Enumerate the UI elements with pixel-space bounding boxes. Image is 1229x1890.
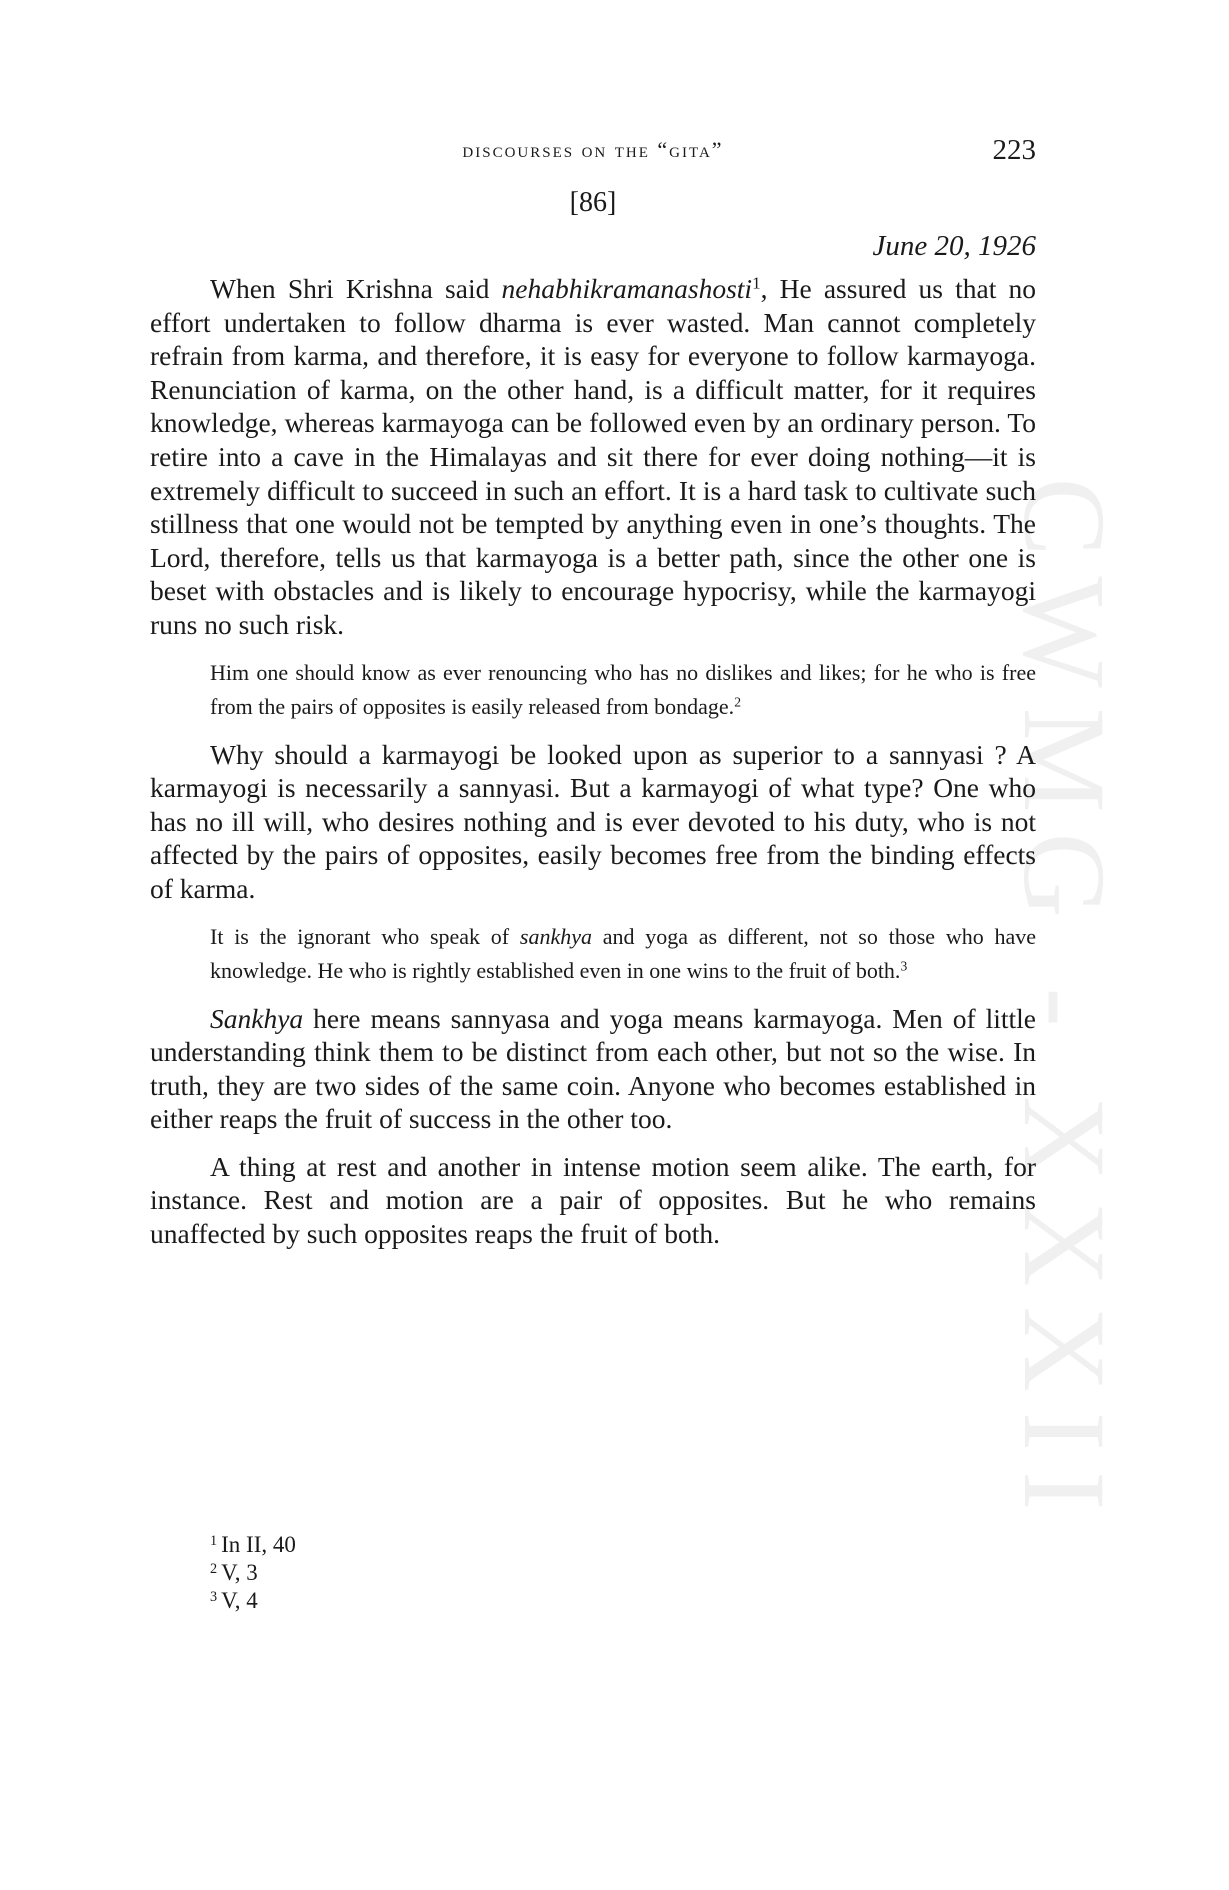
running-head [150,132,1036,168]
running-title: discourses on the “gita” [462,137,724,162]
footnotes [210,1531,296,1615]
paragraph: When Shri Krishna said nehabhikramanashosti$^1$, He assured us that no effort undertaken to follow dharma is ever wasted. Man cannot completely refrain from karma, and therefore, it is easy for everyone to follow karmayoga. Renunciation of karma, on the other hand, is a difficult matter, for it requires knowledge, whereas karmayoga can be followed even by an ordinary person. To retire into a cave in the Himalayas and sit there for ever doing nothing—it is extremely difficult to succeed in such an effort. It is a hard task to cultivate such stillness that one would not be tempted by anything even in one’s thoughts. The Lord, therefore, tells us that karmayoga is a better path, since the other one is beset with obstacles and is likely to encourage hypocrisy, while the karmayogi runs no such risk. [150,273,1036,640]
gita-quote: Him one should know as ever renouncing who has no dislikes and likes; for he who is free from the pairs of opposites is easily released from bondage.$^2$ [210,659,1036,719]
gita-quote: It is the ignorant who speak of sankhya and yoga as different, not so those who have knowledge. He who is rightly established even in one wins to the fruit of both.$^3$ [210,923,1036,983]
paragraph: Sankhya here means sannyasa and yoga means karmayoga. Men of little understanding think them to be distinct from each other, but not so the wise. In truth, they are two sides of the same coin. Anyone who becomes established in either reaps the fruit of success in the other too. [150,1002,1036,1135]
sanskrit-term: sankhya [519,923,592,949]
watermark: CWMG - XXXII [999,477,1130,1531]
paragraph: A thing at rest and another in intense motion seem alike. The earth, for instance. Rest and motion are a pair of opposites. But he who remains unaffected by such opposites reaps the fruit of both. [150,1150,1036,1250]
footnote: $^2$ V, 3 [210,1560,258,1585]
footnote: $^3$ V, 4 [210,1588,258,1613]
footnote-ref: 3 [900,958,908,973]
page-number: 223 [992,134,1036,166]
footnote-ref: 1 [752,273,761,293]
paragraph: Why should a karmayogi be looked upon as superior to a sannyasi ? A karmayogi is necessarily a sannyasi. But a karmayogi of what type? One who has no ill will, who desires nothing and is ever devoted to his duty, who is not affected by the pairs of opposites, easily becomes free from the binding effects of karma. [150,738,1036,904]
section-number: [86] [569,187,617,218]
date-line: June 20, 1926 [872,230,1036,262]
footnote-ref: 2 [734,694,741,710]
footnote: $^1$ In II, 40 [210,1532,296,1557]
body-text [150,272,1036,1251]
sanskrit-term: Sankhya [210,1002,304,1034]
sanskrit-term: nehabhikramanashosti [501,273,753,304]
